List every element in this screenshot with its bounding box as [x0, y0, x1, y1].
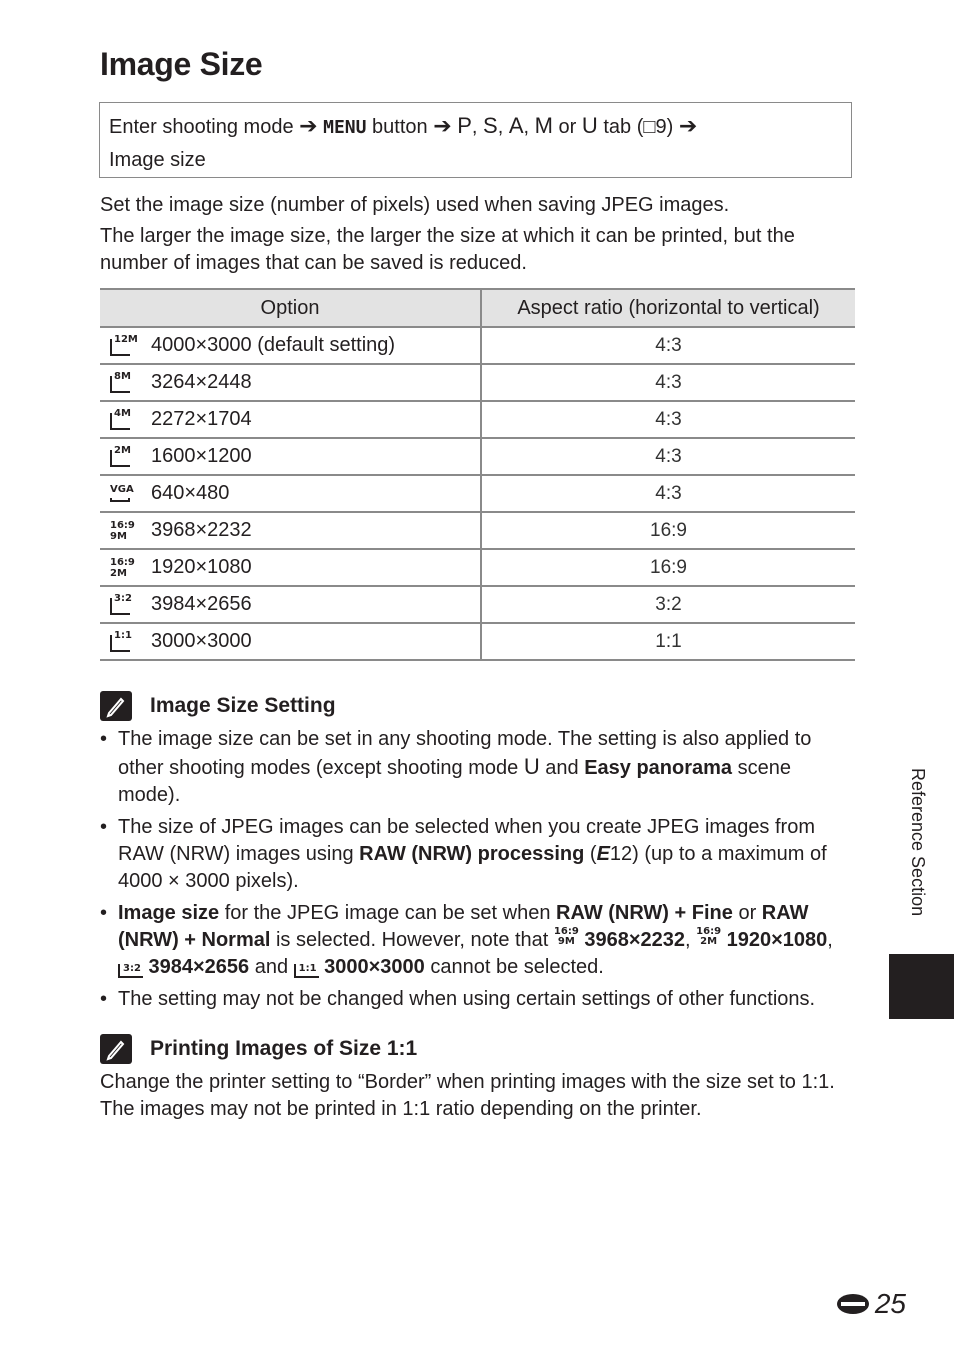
mode-p-icon: P [457, 113, 472, 138]
table-row [100, 438, 855, 475]
table-row [100, 327, 855, 364]
nav-line2: Image size [109, 149, 206, 171]
table-row [100, 586, 855, 623]
menu-path-box: Enter shooting mode ➔ MENU button ➔ P, S, A, M or U tab (□9) ➔ Image size [99, 102, 852, 178]
page-number [835, 1288, 906, 1320]
image-size-icon: 16:9 9M [110, 519, 135, 542]
option-label: 2272×1704 [151, 408, 252, 430]
image-size-icon: 12M [109, 335, 133, 357]
section-side-label: Reference Section [908, 768, 928, 917]
mode-a-icon: A [508, 113, 524, 138]
nav-or: or [558, 116, 577, 138]
arrow-icon: ➔ [299, 113, 318, 138]
pencil-icon [100, 1034, 132, 1064]
list-item: • Image size for the JPEG image can be set when RAW (NRW) + Fine or RAW (NRW) + Normal is selected. However, note that 16:9 9M 3968×2232, 16:9 2M 1920×1080, 3:2 3984×2656 and 1:1 3000×3000 cannot be selected. [100, 900, 852, 981]
table-row [100, 623, 855, 660]
aspect-ratio-cell: 4:3 [481, 475, 855, 512]
option-cell [100, 549, 481, 586]
aspect-ratio-cell: 16:9 [481, 549, 855, 586]
mode-s-icon: S [483, 113, 498, 138]
list-item: • The size of JPEG images can be selected when you create JPEG images from RAW (NRW) images using RAW (NRW) processing (E12) (up to a maximum of 4000 × 3000 pixels). [100, 814, 852, 895]
option-label: 3968×2232 [151, 519, 252, 541]
option-cell [100, 512, 481, 549]
note-title: Printing Images of Size 1:1 [150, 1037, 418, 1060]
image-size-icon: 4M [109, 409, 133, 431]
image-size-icon: 3:2 [109, 594, 133, 616]
option-cell [100, 475, 481, 512]
note-printing-1-1 [100, 1032, 417, 1066]
table-row [100, 401, 855, 438]
aspect-ratio-cell: 4:3 [481, 364, 855, 401]
column-header-option: Option [100, 289, 481, 327]
size-16-9-2m-icon: 16:9 2M [696, 926, 722, 947]
option-label: 1600×1200 [151, 445, 252, 467]
nav-ref-page: 9) [655, 116, 674, 138]
image-size-table [100, 288, 855, 661]
page-number-text: 25 [874, 1288, 906, 1319]
mode-u-icon: U [581, 113, 598, 138]
option-label: 4000×3000 (default setting) [151, 334, 396, 356]
aspect-ratio-cell: 4:3 [481, 327, 855, 364]
size-3-2-icon: 3:2 [118, 964, 143, 978]
list-item: • The setting may not be changed when using certain settings of other functions. [100, 986, 852, 1013]
mode-u-icon: U [523, 754, 540, 779]
section-tab-marker [889, 954, 954, 1019]
image-size-icon: 8M [109, 372, 133, 394]
option-label: 640×480 [151, 482, 230, 504]
size-16-9-9m-icon: 16:9 9M [553, 926, 579, 947]
mode-m-icon: M [534, 113, 553, 138]
size-1-1-icon: 1:1 [294, 964, 319, 978]
aspect-ratio-cell: 3:2 [481, 586, 855, 623]
column-header-aspect: Aspect ratio (horizontal to vertical) [481, 289, 855, 327]
table-row [100, 364, 855, 401]
option-label: 3264×2448 [151, 371, 252, 393]
menu-button-label: MENU [323, 117, 367, 138]
option-cell [100, 623, 481, 660]
option-label: 1920×1080 [151, 556, 252, 578]
image-size-icon: VGA [109, 483, 133, 505]
book-ref-icon: □ [643, 116, 656, 138]
note-image-size-setting [100, 689, 336, 723]
table-row [100, 475, 855, 512]
pencil-icon [100, 691, 132, 721]
aspect-ratio-cell: 4:3 [481, 438, 855, 475]
option-label: 3000×3000 [151, 630, 252, 652]
intro-paragraph-2: The larger the image size, the larger the size at which it can be printed, but the number of images that can be saved is reduced. [100, 225, 795, 274]
nav-prefix: Enter shooting mode [109, 116, 294, 138]
image-size-icon: 2M [109, 446, 133, 468]
aspect-ratio-cell: 16:9 [481, 512, 855, 549]
image-size-icon: 16:9 2M [110, 556, 135, 579]
option-cell [100, 401, 481, 438]
e-section-icon [835, 1292, 871, 1316]
note-bullet-list [100, 726, 852, 1018]
table-row [100, 512, 855, 549]
option-cell [100, 586, 481, 623]
image-size-icon: 1:1 [109, 631, 133, 653]
aspect-ratio-cell: 4:3 [481, 401, 855, 438]
nav-tab-text: tab ( [603, 116, 644, 138]
nav-button-word: button [372, 116, 428, 138]
aspect-ratio-cell: 1:1 [481, 623, 855, 660]
option-cell [100, 327, 481, 364]
arrow-icon: ➔ [433, 113, 452, 138]
table-row [100, 549, 855, 586]
page-title: Image Size [100, 46, 263, 82]
list-item: • The image size can be set in any shooting mode. The setting is also applied to other shooting modes (except shooting mode U and Easy panorama scene mode). [100, 726, 852, 809]
note-title: Image Size Setting [150, 694, 336, 717]
e-section-icon: E [596, 843, 610, 865]
option-cell [100, 438, 481, 475]
note-printing-text: Change the printer setting to “Border” when printing images with the size set to 1:1. The images may not be printed in 1:1 ratio depending on the printer. [100, 1071, 835, 1120]
intro-paragraph-1: Set the image size (number of pixels) used when saving JPEG images. [100, 194, 730, 216]
option-cell [100, 364, 481, 401]
arrow-icon: ➔ [678, 113, 698, 138]
option-label: 3984×2656 [151, 593, 252, 615]
